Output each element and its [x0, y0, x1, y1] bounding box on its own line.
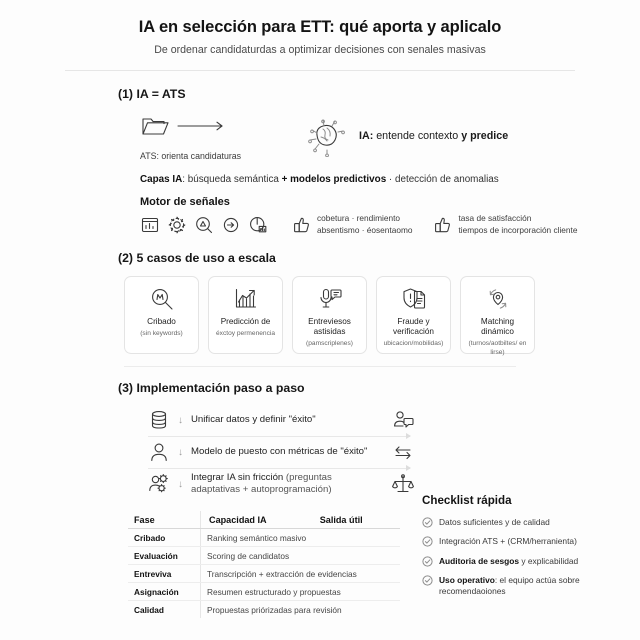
checklist-title: Checklist rápida [422, 494, 512, 507]
card-title: Matching dinámico [480, 316, 515, 336]
table-cell-fase: Asignación [128, 583, 201, 601]
person-gear-icon [148, 473, 170, 495]
step-main: Integrar IA sin fricción [191, 471, 286, 483]
table-cell-capacidad: Ranking semántico masivo [201, 529, 401, 547]
thumbs-up-icon [293, 215, 311, 235]
signal-metric-block-2 [434, 213, 577, 237]
section-1-row [0, 113, 640, 161]
location-refresh-icon [485, 286, 511, 312]
table-head [128, 511, 400, 529]
checklist-item[interactable] [422, 556, 622, 567]
brain-network-icon [305, 115, 347, 157]
checklist-text [439, 536, 577, 547]
step-arrow-down-icon: ↓ [178, 414, 183, 426]
ia-text-normal: entende contexto [373, 130, 462, 142]
signal-metric-block-1 [293, 213, 412, 237]
card-subtitle: (turnos/aotbiltes/ en lirse) [468, 340, 527, 356]
signal-metric-text-1 [317, 213, 412, 237]
table-cell-fase: Calidad [128, 601, 201, 619]
table-cell-capacidad: Resumen estructurado y propuestas [201, 583, 401, 601]
card-subtitle: éxctoy permenencia [215, 329, 275, 337]
step-text [191, 414, 380, 426]
checklist-item[interactable] [422, 517, 622, 528]
phases-table [128, 511, 400, 618]
clock-arrow-icon [221, 215, 241, 235]
step-main: Modelo de puesto con métricas de "éxito" [191, 445, 368, 457]
bar-chart-frame-icon [140, 215, 160, 235]
step-detail: (preguntas adaptativas + autoprogramación) [191, 471, 332, 496]
section-3-heading: (3) Implementación paso a paso [118, 380, 305, 395]
motor-senales-row [0, 213, 640, 237]
card-subtitle: ubicacion/mobilidas) [383, 340, 444, 348]
capas-part-1: : búsqueda semántica [182, 174, 282, 185]
motor-senales-title: Motor de señales [140, 196, 230, 208]
table-col-salida: Salida útil [314, 511, 400, 529]
step-row-3 [148, 469, 418, 500]
thumbs-up-icon [434, 215, 452, 235]
section-1-heading: (1) IA = ATS [118, 87, 186, 101]
table-header-row [128, 511, 400, 529]
check-circle-icon [422, 536, 433, 547]
use-case-card-prediccion[interactable] [208, 276, 283, 354]
gear-icon [167, 215, 187, 235]
step-main: Unificar datos y definir "éxito" [191, 413, 316, 425]
card-title: Entreviesos astisidas [308, 316, 351, 336]
metric-line-1: tasa de satisfacción [458, 213, 532, 223]
capas-part-2: + modelos predictivos [281, 174, 387, 185]
growth-chart-icon [233, 286, 259, 312]
page-subtitle: De ordenar candidaturdas a optimizar decisiones con senales masivas [154, 44, 486, 56]
step-arrow-down-icon: ↓ [178, 478, 183, 490]
gauge-chart-icon [248, 215, 268, 235]
magnifier-icon [149, 286, 175, 312]
table-cell-capacidad: Propuestas priórizadas para revisión [207, 604, 342, 615]
person-icon [148, 441, 170, 463]
capas-part-3: · detección de anomalias [386, 174, 499, 185]
metric-line-2: absentismo · éosentaomo [317, 224, 413, 235]
step-row-1 [148, 405, 418, 436]
metric-line-1: cobetura · rendimiento [317, 213, 401, 223]
checklist-text [439, 556, 578, 567]
check-circle-icon [422, 575, 433, 586]
use-case-card-matching[interactable] [460, 276, 535, 354]
step-separator-1 [148, 436, 410, 437]
card-title: Predicción de [220, 316, 271, 326]
ia-text-bold: y predice [461, 130, 509, 142]
signal-metric-text-2 [458, 213, 577, 237]
card-subtitle: (sin keywords) [140, 329, 183, 337]
cards-divider [124, 366, 516, 367]
page-title: IA en selección para ETT: qué aporta y aplicalo [138, 18, 502, 36]
step-arrow-down-icon: ↓ [178, 446, 183, 458]
folder-icon [140, 113, 170, 139]
table-row [128, 601, 400, 619]
card-title: Fraude y verificación [393, 316, 434, 336]
mic-chat-icon [317, 286, 343, 312]
card-title: Cribado [147, 316, 176, 326]
capas-label: Capas IA [140, 174, 183, 185]
table-cell-fase: Evaluación [128, 547, 201, 565]
ia-statement [359, 130, 508, 142]
ats-icon-row [140, 113, 305, 139]
use-case-card-cribado[interactable] [124, 276, 199, 354]
ia-label: IA: [359, 130, 374, 142]
checklist-item[interactable] [422, 536, 622, 547]
arrow-right-icon [176, 120, 228, 132]
table-body [128, 529, 400, 619]
checklist-text-plain: y explicabilidad [519, 555, 579, 566]
card-subtitle: (pamscriplenes) [306, 340, 353, 348]
step-text [191, 472, 380, 497]
people-chat-icon [388, 409, 418, 431]
magnifier-gear-icon [194, 215, 214, 235]
checklist-panel [422, 494, 622, 606]
table-cell-fase: Entreviva [128, 565, 201, 583]
table-col-capacidad: Capacidad IA [201, 511, 314, 529]
swap-arrows-icon [388, 443, 418, 461]
use-case-cards [0, 276, 640, 354]
section-2-heading: (2) 5 casos de uso a escala [118, 250, 276, 265]
checklist-text-plain: Datos suficientes y de calidad [439, 517, 550, 527]
table-row [128, 583, 400, 601]
shield-document-icon [401, 286, 427, 312]
checklist-item[interactable] [422, 575, 622, 598]
table-cell-capacidad: Transcripción + extracción de evidencias [201, 565, 401, 583]
check-circle-icon [422, 517, 433, 528]
ia-block [305, 113, 508, 157]
implementation-steps [0, 405, 418, 500]
use-case-card-fraude[interactable] [376, 276, 451, 354]
table-cell-fase: Cribado [128, 529, 201, 547]
check-circle-icon [422, 556, 433, 567]
scales-icon [388, 473, 418, 495]
table-cell-capacidad: Scoring de candidatos [201, 547, 401, 565]
checklist-text-plain: Integración ATS + (CRM/herranienta) [439, 536, 577, 547]
table-row [128, 565, 400, 583]
checklist-text [439, 517, 550, 528]
ats-caption: ATS: orienta candidaturas [140, 151, 242, 161]
checklist-text-bold: Uso operativo [439, 575, 495, 586]
database-icon [148, 409, 170, 431]
signal-icon-group [140, 215, 268, 235]
metric-line-2: tiempos de incorporación cliente [458, 224, 578, 235]
capas-line [0, 174, 640, 185]
step-separator-2 [148, 468, 410, 469]
checklist-text [439, 575, 622, 598]
checklist-text-bold: Auditoria de sesgos [439, 555, 520, 566]
page-header [0, 0, 640, 56]
header-divider [65, 70, 575, 71]
table-row [128, 529, 400, 547]
step-row-2 [148, 437, 418, 468]
table-col-fase: Fase [128, 511, 201, 529]
ats-block [140, 113, 305, 161]
use-case-card-entrevistas[interactable] [292, 276, 367, 354]
table-row [128, 547, 400, 565]
checklist-text-plain: : el equipo actúa sobre recomendaoiones [439, 575, 580, 597]
step-text [191, 446, 380, 458]
